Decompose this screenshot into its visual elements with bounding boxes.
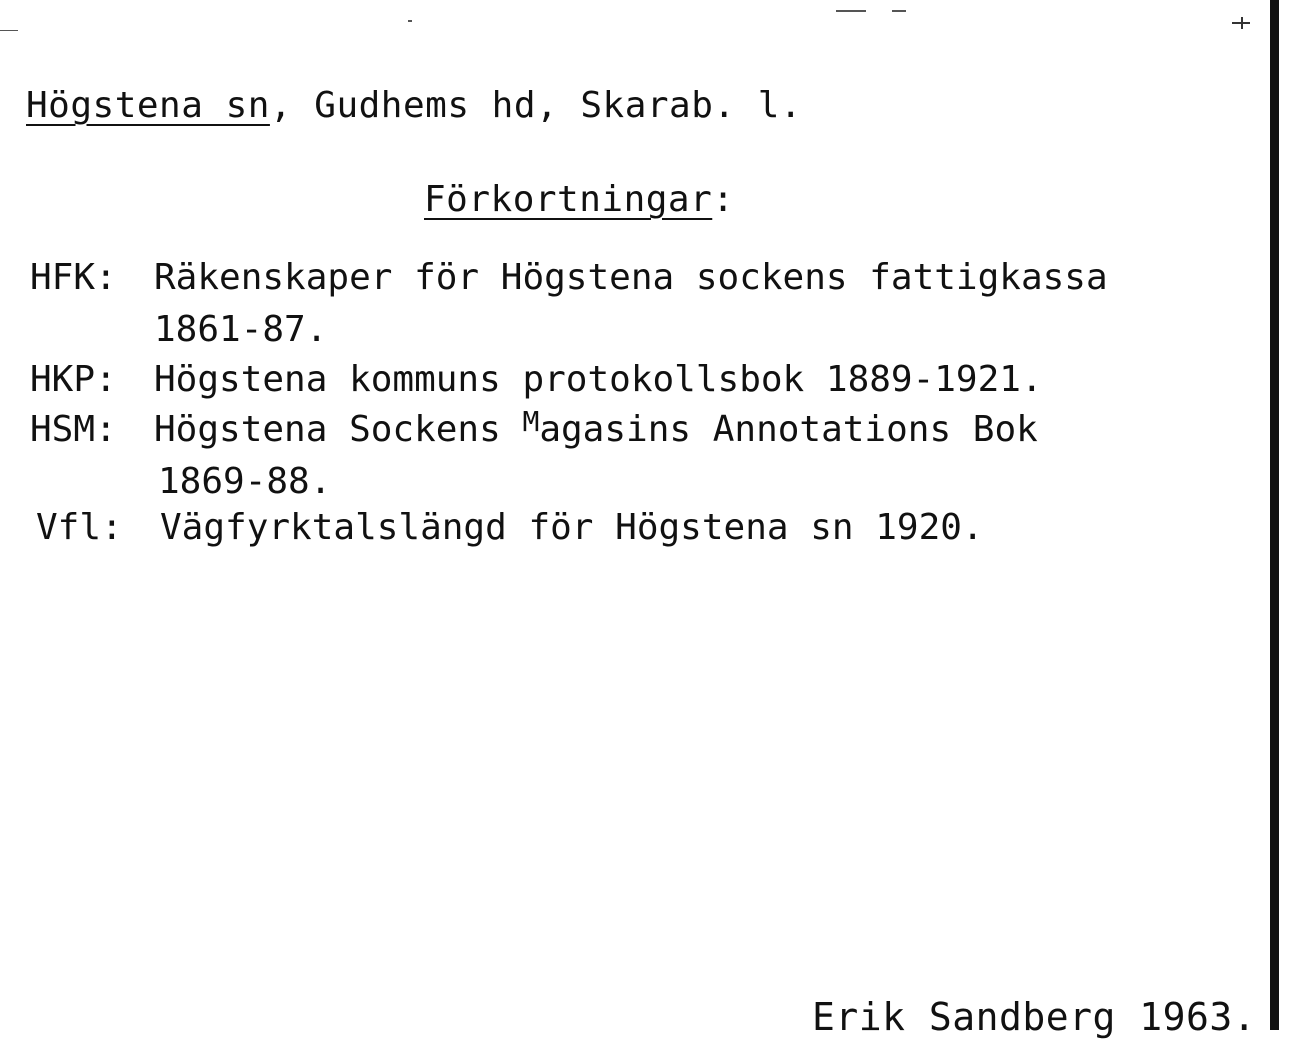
abbreviation-row: [30, 257, 1108, 298]
abbreviation-key: HKP:: [30, 359, 117, 400]
place-heading: [26, 85, 803, 126]
abbreviation-continuation: 1869-88.: [158, 461, 332, 502]
abbreviation-continuation: 1861-87.: [154, 309, 328, 350]
card-edge-shadow: [1270, 0, 1279, 1030]
abbreviation-text: [154, 405, 1038, 450]
parish-name: Högstena sn: [26, 85, 270, 126]
abbreviation-key: HSM:: [30, 409, 117, 450]
corner-mark-icon: [1232, 22, 1250, 24]
section-title-colon: :: [712, 179, 735, 220]
abbreviation-key: HFK:: [30, 257, 117, 298]
abbreviation-row: [30, 359, 1043, 400]
abbreviation-row: [36, 507, 984, 548]
abbreviation-text: Räkenskaper för Högstena sockens fattigkassa: [154, 257, 1108, 298]
abbreviation-text-part: agasins Annotations Bok: [539, 409, 1038, 450]
abbreviation-text: Högstena kommuns protokollsbok 1889-1921.: [154, 359, 1043, 400]
section-title: [424, 179, 735, 220]
abbreviation-text: Vägfyrktalslängd för Högstena sn 1920.: [160, 507, 984, 548]
place-details: , Gudhems hd, Skarab. l.: [269, 85, 803, 126]
raised-letter: M: [522, 405, 540, 438]
signature: Erik Sandberg 1963.: [812, 995, 1257, 1039]
abbreviation-key: Vfl:: [36, 507, 123, 548]
abbreviation-text-part: Högstena Sockens: [154, 409, 523, 450]
section-title-text: Förkortningar: [424, 179, 713, 220]
abbreviation-row: [30, 405, 1038, 450]
